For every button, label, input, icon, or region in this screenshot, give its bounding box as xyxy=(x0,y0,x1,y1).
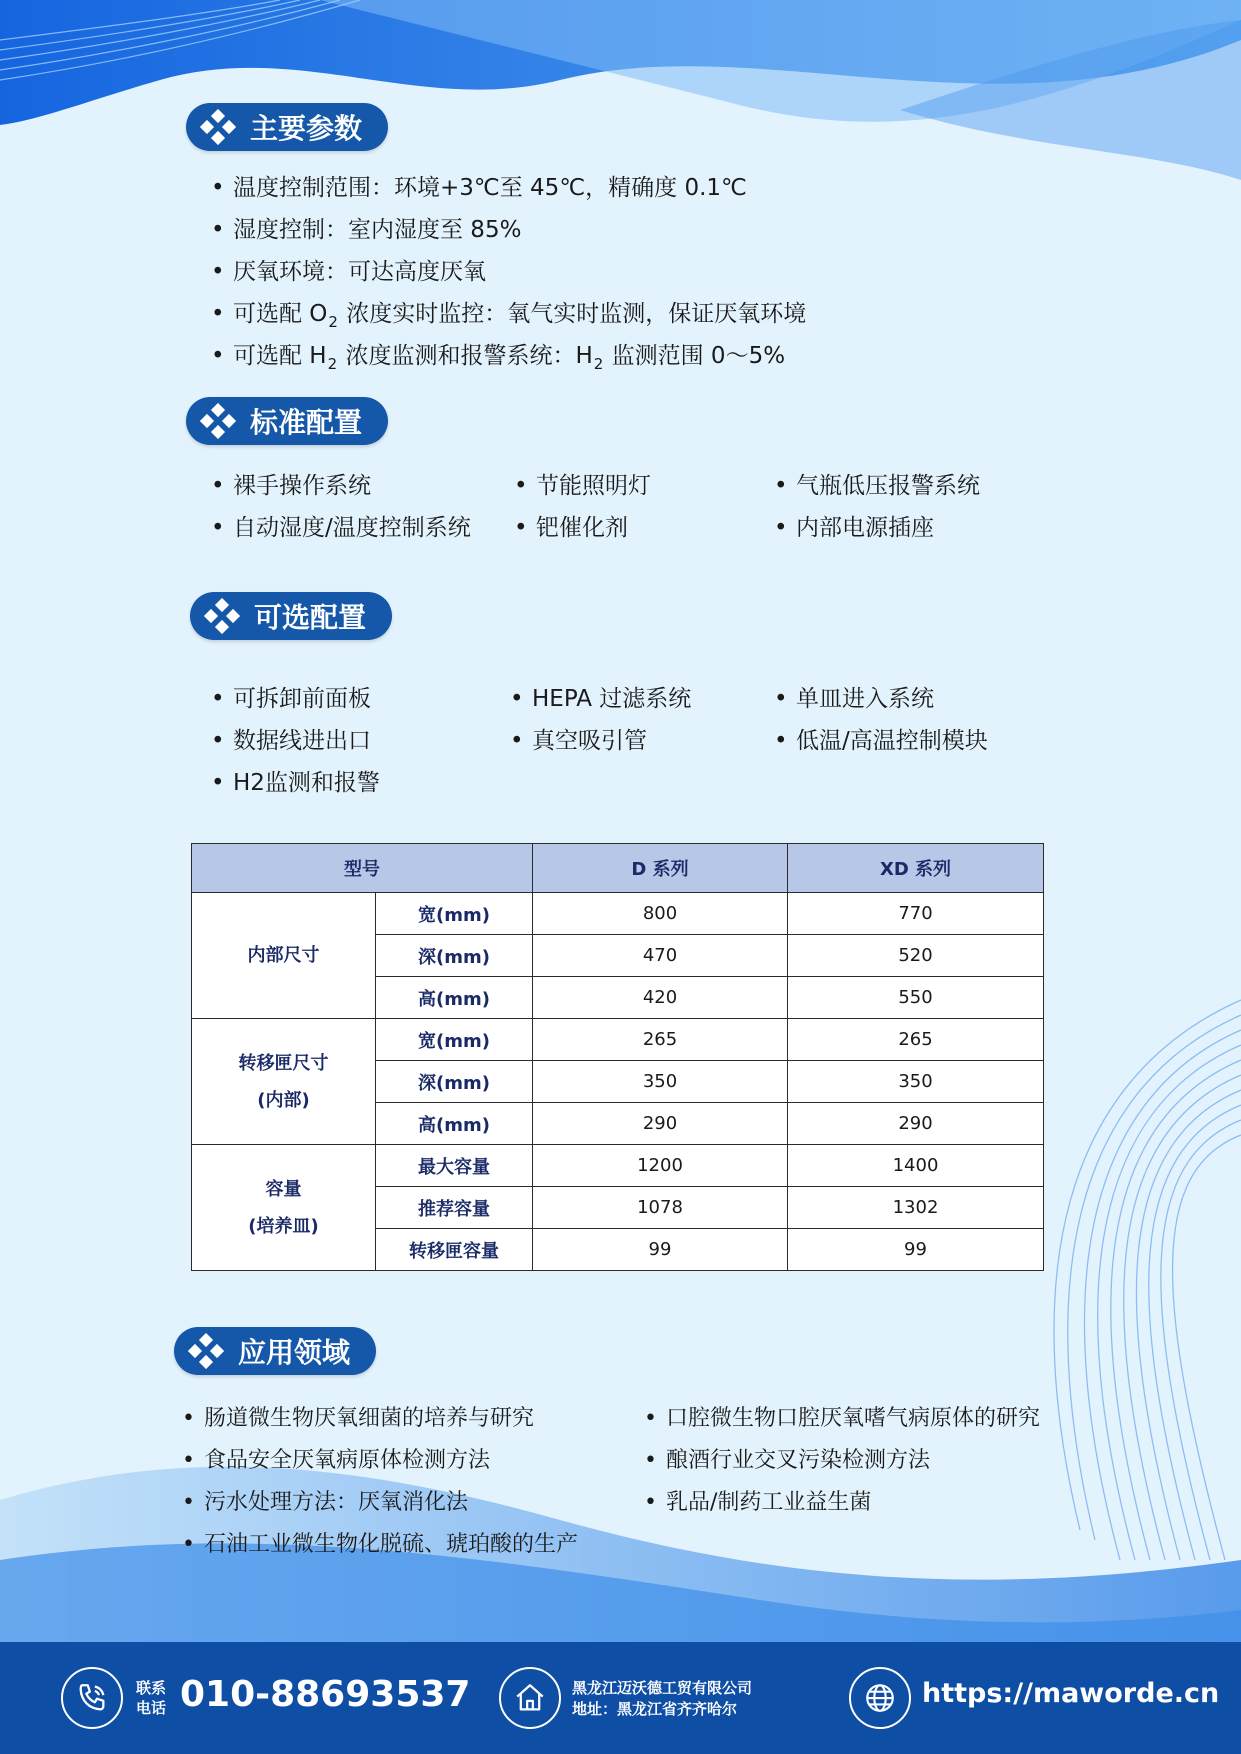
row-label: 高(mm) xyxy=(376,977,533,1019)
phone-number: 010-88693537 xyxy=(180,1674,471,1715)
section-title-main-params xyxy=(186,103,388,151)
table-row xyxy=(192,1145,1044,1187)
diamond-bullet-icon xyxy=(188,1333,224,1369)
cell-xd: 99 xyxy=(788,1229,1044,1271)
cell-xd: 520 xyxy=(788,935,1044,977)
row-label: 最大容量 xyxy=(376,1145,533,1187)
group-label-capacity: 容量 (培养皿) xyxy=(192,1145,376,1271)
website-link[interactable]: https://maworde.cn xyxy=(922,1678,1220,1709)
diamond-bullet-icon xyxy=(200,109,236,145)
table-header-row xyxy=(192,844,1044,893)
list-item: • 单皿进入系统 xyxy=(772,678,988,720)
row-label: 深(mm) xyxy=(376,935,533,977)
row-label: 转移匣容量 xyxy=(376,1229,533,1271)
list-item: • 温度控制范围：环境+3℃至 45℃，精确度 0.1℃ xyxy=(209,167,806,209)
optional-config-col2 xyxy=(508,678,691,762)
header-d-series: D 系列 xyxy=(533,844,788,893)
row-label: 宽(mm) xyxy=(376,893,533,935)
table-row xyxy=(192,1019,1044,1061)
list-item: • 可选配 $O_2$ 浓度实时监控：氧气实时监测，保证厌氧环境 xyxy=(209,293,806,335)
list-item: • 湿度控制：室内湿度至 85% xyxy=(209,209,806,251)
spec-table xyxy=(191,843,1044,1271)
diamond-bullet-icon xyxy=(200,403,236,439)
list-item: • 低温/高温控制模块 xyxy=(772,720,988,762)
row-label: 宽(mm) xyxy=(376,1019,533,1061)
cell-d: 470 xyxy=(533,935,788,977)
list-item: • 污水处理方法：厌氧消化法 xyxy=(180,1482,578,1524)
standard-config-col2 xyxy=(512,465,651,549)
footer-bar xyxy=(0,1642,1241,1754)
list-item: • 内部电源插座 xyxy=(772,507,980,549)
standard-config-col3 xyxy=(772,465,980,549)
standard-config-col1 xyxy=(209,465,471,549)
list-item: • 可拆卸前面板 xyxy=(209,678,380,720)
company-address: 地址：黑龙江省齐齐哈尔 xyxy=(572,1700,738,1718)
main-params-list xyxy=(209,167,806,377)
cell-d: 99 xyxy=(533,1229,788,1271)
list-item: • 口腔微生物口腔厌氧嗜气病原体的研究 xyxy=(642,1398,1040,1440)
list-item: • 节能照明灯 xyxy=(512,465,651,507)
cell-d: 1200 xyxy=(533,1145,788,1187)
section-title-text: 主要参数 xyxy=(250,112,363,145)
cell-xd: 1302 xyxy=(788,1187,1044,1229)
list-item: • 乳品/制药工业益生菌 xyxy=(642,1482,1040,1524)
cell-xd: 265 xyxy=(788,1019,1044,1061)
cell-d: 800 xyxy=(533,893,788,935)
section-title-text: 应用领域 xyxy=(238,1336,351,1369)
section-title-optional-config xyxy=(190,592,392,640)
header-model: 型号 xyxy=(192,844,533,893)
list-item: • 可选配 $H_2$ 浓度监测和报警系统：$H_2$ 监测范围 0～5% xyxy=(209,335,806,377)
cell-d: 420 xyxy=(533,977,788,1019)
group-label-transfer-box: 转移匣尺寸 (内部) xyxy=(192,1019,376,1145)
applications-col1 xyxy=(180,1398,578,1566)
section-title-text: 标准配置 xyxy=(250,406,363,439)
row-label: 推荐容量 xyxy=(376,1187,533,1229)
cell-d: 350 xyxy=(533,1061,788,1103)
company-info xyxy=(572,1678,752,1720)
list-item: • 厌氧环境：可达高度厌氧 xyxy=(209,251,806,293)
row-label: 高(mm) xyxy=(376,1103,533,1145)
section-title-applications xyxy=(174,1327,376,1375)
cell-xd: 1400 xyxy=(788,1145,1044,1187)
section-title-standard-config xyxy=(186,397,388,445)
list-item: • 钯催化剂 xyxy=(512,507,651,549)
list-item: • 食品安全厌氧病原体检测方法 xyxy=(180,1440,578,1482)
section-title-text: 可选配置 xyxy=(254,601,367,634)
header-xd-series: XD 系列 xyxy=(788,844,1044,893)
diamond-bullet-icon xyxy=(204,598,240,634)
cell-xd: 770 xyxy=(788,893,1044,935)
list-item: • 裸手操作系统 xyxy=(209,465,471,507)
list-item: • H2监测和报警 xyxy=(209,762,380,804)
cell-d: 290 xyxy=(533,1103,788,1145)
table-row xyxy=(192,893,1044,935)
globe-icon xyxy=(849,1667,911,1729)
company-name: 黑龙江迈沃德工贸有限公司 xyxy=(572,1679,753,1697)
list-item: • 气瓶低压报警系统 xyxy=(772,465,980,507)
applications-col2 xyxy=(642,1398,1040,1524)
optional-config-col3 xyxy=(772,678,988,762)
cell-d: 265 xyxy=(533,1019,788,1061)
list-item: • 真空吸引管 xyxy=(508,720,691,762)
list-item: • HEPA 过滤系统 xyxy=(508,678,691,720)
phone-icon xyxy=(61,1667,123,1729)
list-item: • 石油工业微生物化脱硫、琥珀酸的生产 xyxy=(180,1524,578,1566)
list-item: • 酿酒行业交叉污染检测方法 xyxy=(642,1440,1040,1482)
list-item: • 肠道微生物厌氧细菌的培养与研究 xyxy=(180,1398,578,1440)
list-item: • 数据线进出口 xyxy=(209,720,380,762)
cell-d: 1078 xyxy=(533,1187,788,1229)
cell-xd: 350 xyxy=(788,1061,1044,1103)
list-item: • 自动湿度/温度控制系统 xyxy=(209,507,471,549)
home-icon xyxy=(499,1667,561,1729)
cell-xd: 290 xyxy=(788,1103,1044,1145)
row-label: 深(mm) xyxy=(376,1061,533,1103)
cell-xd: 550 xyxy=(788,977,1044,1019)
group-label-internal-size: 内部尺寸 xyxy=(192,893,376,1019)
optional-config-col1 xyxy=(209,678,380,804)
phone-label: 联系 电话 xyxy=(136,1679,167,1717)
